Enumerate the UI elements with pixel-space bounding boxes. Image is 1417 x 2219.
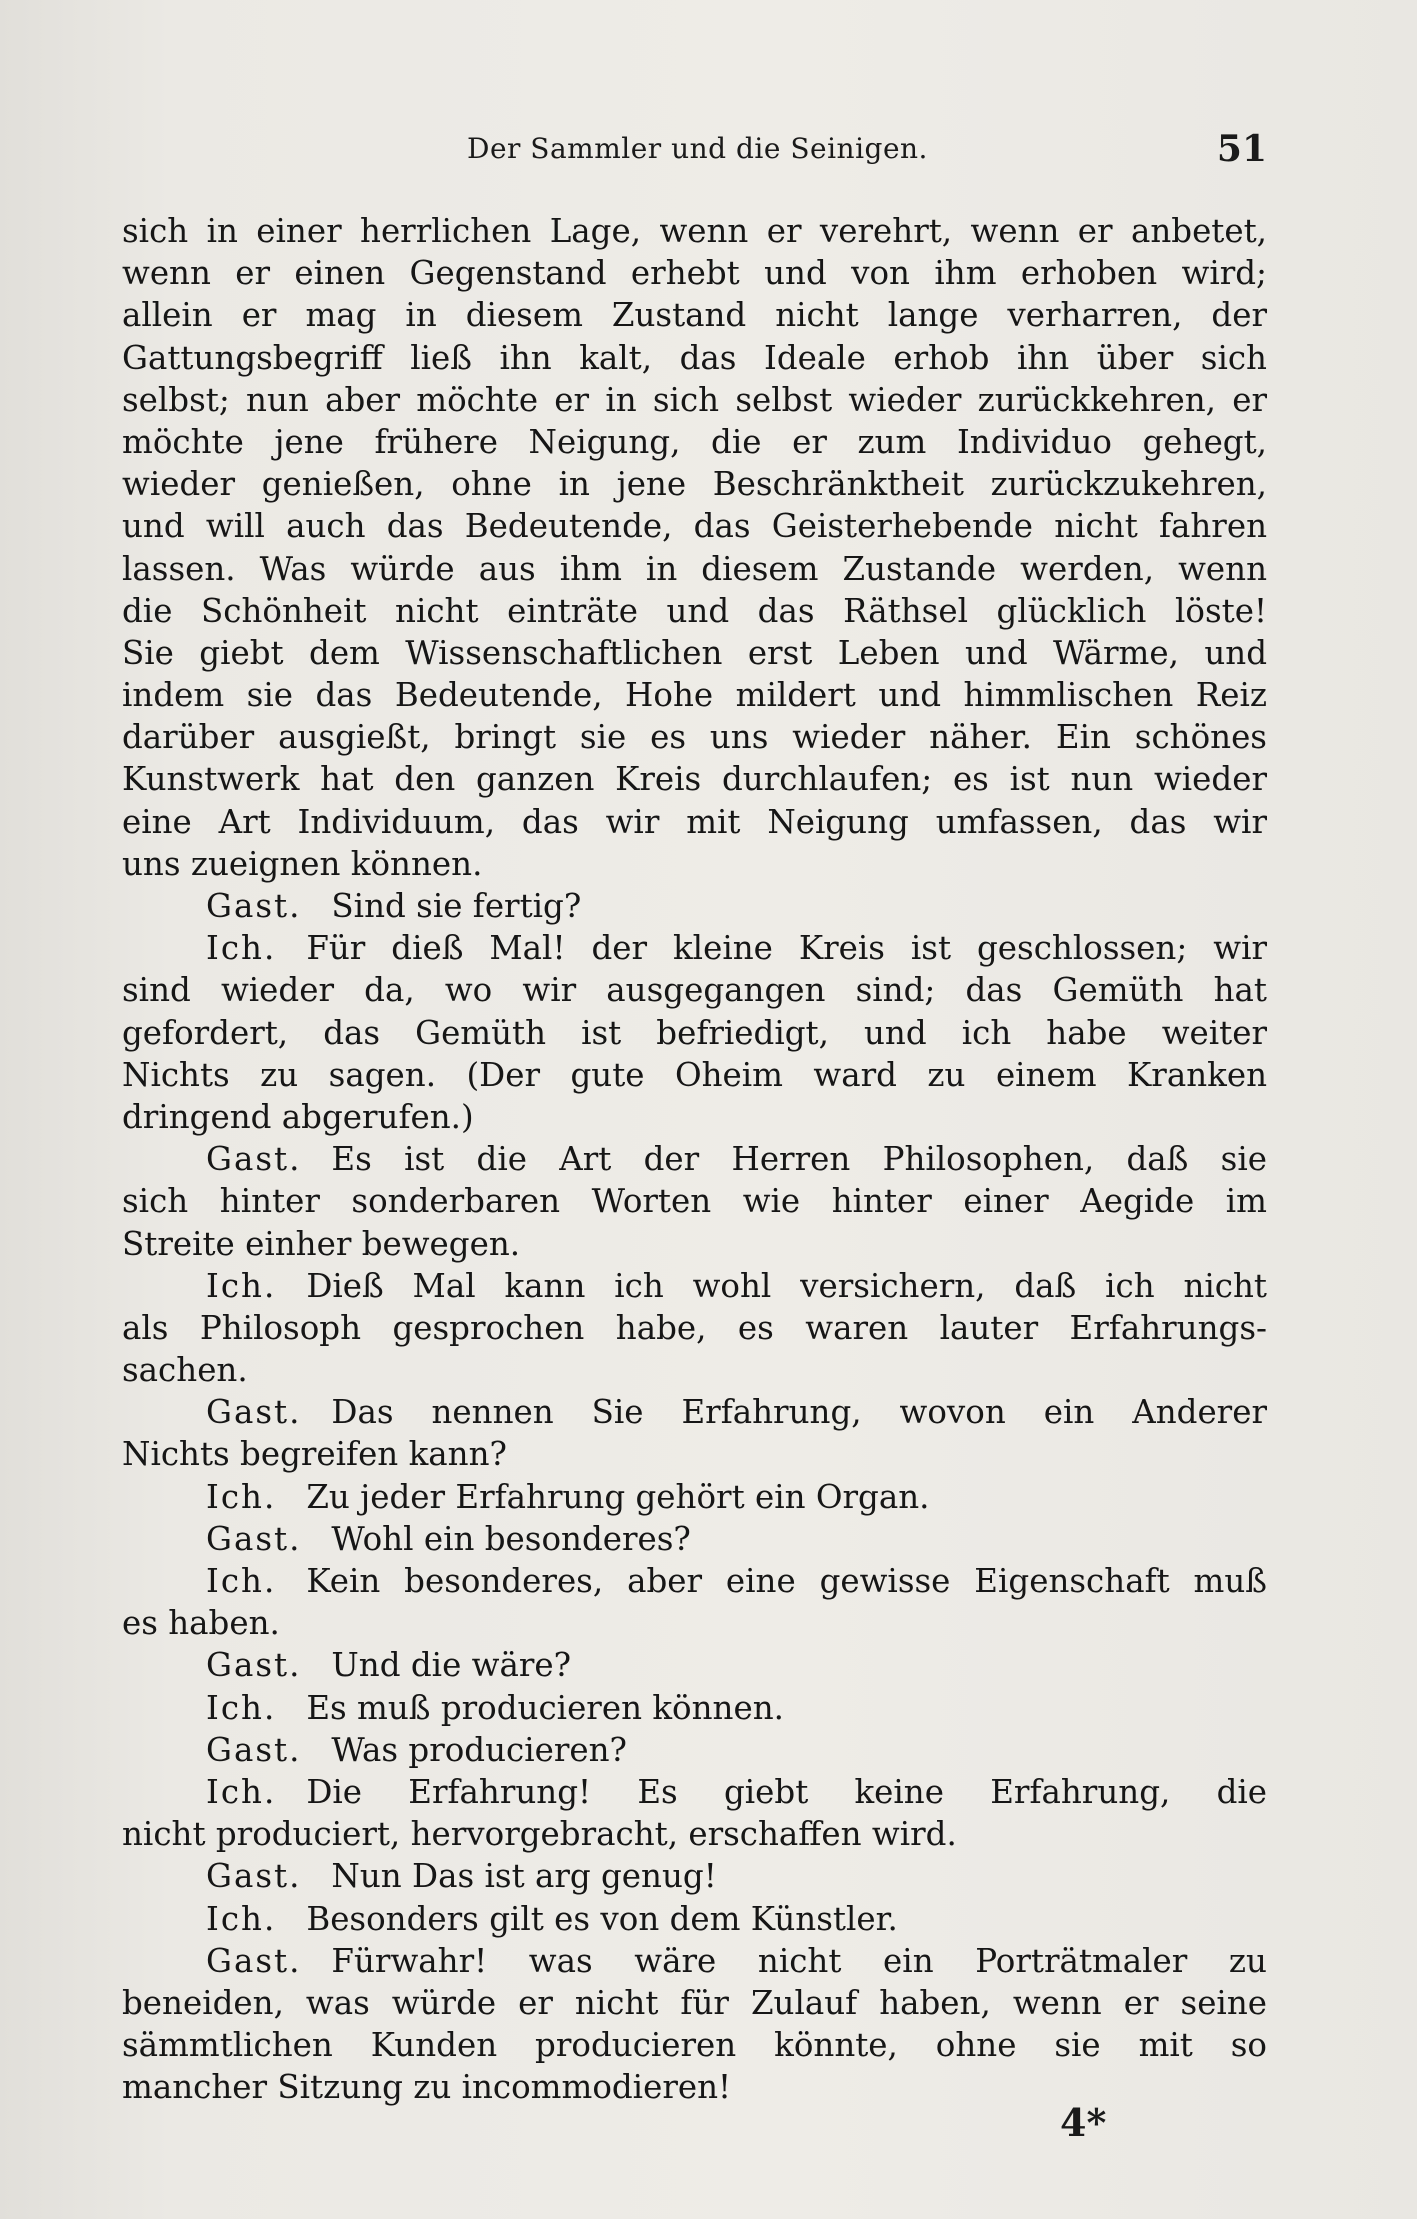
- speaker-label: Gast.: [206, 1646, 302, 1685]
- line-text: nicht produciert, hervorgebracht, erschaffen wird.: [122, 1815, 957, 1854]
- text-line: [122, 885, 1267, 927]
- line-text: darüber ausgießt, bringt sie es uns wieder näher. Ein schönes: [122, 718, 1267, 757]
- line-text: Nichts begreifen kann?: [122, 1435, 507, 1474]
- text-line: [122, 1307, 1267, 1349]
- text-line: [122, 674, 1267, 716]
- speaker-label: Ich.: [206, 929, 277, 968]
- speaker-label: Gast.: [206, 1857, 302, 1896]
- line-text: es haben.: [122, 1604, 280, 1643]
- text-line: [122, 379, 1267, 421]
- line-text: wieder genießen, ohne in jene Beschränktheit zurückzukehren,: [122, 465, 1267, 504]
- page-number: 51: [1216, 128, 1267, 170]
- line-text: Und die wäre?: [331, 1646, 572, 1685]
- text-line: [122, 590, 1267, 632]
- text-line: [122, 843, 1267, 885]
- line-text: und will auch das Bedeutende, das Geisterhebende nicht fahren: [122, 507, 1267, 546]
- line-text: Sind sie fertig?: [331, 887, 582, 925]
- line-text: Was producieren?: [331, 1730, 627, 1769]
- text-line: [122, 252, 1267, 294]
- text-line: [122, 1349, 1267, 1391]
- text-line: [122, 1560, 1267, 1602]
- text-line: [122, 1223, 1267, 1265]
- line-text: als Philosoph gesprochen habe, es waren lauter Erfahrungs-: [122, 1308, 1267, 1347]
- line-text: sich in einer herrlichen Lage, wenn er verehrt, wenn er anbetet,: [122, 212, 1267, 250]
- text-line: [122, 927, 1267, 969]
- line-text: Fürwahr! was wäre nicht ein Porträtmaler zu: [331, 1941, 1267, 1980]
- line-text: Wohl ein besonderes?: [331, 1519, 691, 1558]
- line-text: Kunstwerk hat den ganzen Kreis durchlaufen; es ist nun wieder: [122, 760, 1267, 799]
- line-text: Für dieß Mal! der kleine Kreis ist geschlossen; wir: [306, 929, 1267, 968]
- text-line: [122, 337, 1267, 379]
- speaker-label: Gast.: [206, 887, 302, 925]
- text-line: [122, 758, 1267, 800]
- line-text: Besonders gilt es von dem Künstler.: [306, 1899, 898, 1938]
- text-line: [122, 1813, 1267, 1855]
- line-text: Dieß Mal kann ich wohl versichern, daß ich nicht: [306, 1266, 1267, 1305]
- speaker-label: Ich.: [206, 1899, 277, 1938]
- text-line: [122, 969, 1267, 1011]
- line-text: lassen. Was würde aus ihm in diesem Zustande werden, wenn: [122, 549, 1267, 588]
- line-text: Es muß producieren können.: [306, 1688, 784, 1727]
- text-line: [122, 421, 1267, 463]
- line-text: sämmtlichen Kunden producieren könnte, ohne sie mit so: [122, 2026, 1267, 2065]
- speaker-label: Gast.: [206, 1519, 302, 1558]
- speaker-label: Gast.: [206, 1393, 302, 1432]
- line-text: Gattungsbegriff ließ ihn kalt, das Ideale erhob ihn über sich: [122, 338, 1267, 377]
- speaker-label: Gast.: [206, 1941, 302, 1980]
- line-text: Sie giebt dem Wissenschaftlichen erst Leben und Wärme, und: [122, 633, 1267, 672]
- line-text: möchte jene frühere Neigung, die er zum Individuo gehegt,: [122, 422, 1267, 461]
- speaker-label: Ich.: [206, 1266, 277, 1305]
- text-line: [122, 1476, 1267, 1518]
- signature-mark: 4*: [1060, 2100, 1107, 2145]
- text-line: [122, 1180, 1267, 1222]
- text-line: [122, 1644, 1267, 1686]
- line-text: uns zueignen können.: [122, 844, 483, 883]
- text-line: [122, 716, 1267, 758]
- text-line: [122, 294, 1267, 336]
- speaker-label: Ich.: [206, 1772, 277, 1811]
- text-line: [122, 1138, 1267, 1180]
- line-text: indem sie das Bedeutende, Hohe mildert und himmlischen Reiz: [122, 676, 1267, 715]
- text-line: [122, 1771, 1267, 1813]
- text-line: [122, 1602, 1267, 1644]
- line-text: die Schönheit nicht einträte und das Räthsel glücklich löste!: [122, 591, 1267, 630]
- text-line: [122, 548, 1267, 590]
- line-text: Zu jeder Erfahrung gehört ein Organ.: [306, 1477, 930, 1516]
- speaker-label: Ich.: [206, 1688, 277, 1727]
- text-line: [122, 1518, 1267, 1560]
- line-text: Streite einher bewegen.: [122, 1224, 521, 1263]
- line-text: selbst; nun aber möchte er in sich selbst wieder zurückkehren, er: [122, 380, 1267, 419]
- line-text: allein er mag in diesem Zustand nicht lange verharren, der: [122, 296, 1267, 335]
- line-text: sind wieder da, wo wir ausgegangen sind; das Gemüth hat: [122, 971, 1267, 1010]
- text-line: [122, 1391, 1267, 1433]
- text-line: [122, 1687, 1267, 1729]
- text-line: [122, 505, 1267, 547]
- line-text: Nun Das ist arg genug!: [331, 1857, 717, 1896]
- text-line: [122, 801, 1267, 843]
- line-text: Das nennen Sie Erfahrung, wovon ein Anderer: [331, 1393, 1267, 1432]
- text-line: [122, 2024, 1267, 2066]
- text-line: [122, 1982, 1267, 2024]
- text-line: [122, 1729, 1267, 1771]
- text-line: [122, 1898, 1267, 1940]
- text-line: [122, 1265, 1267, 1307]
- text-line: [122, 1433, 1267, 1475]
- line-text: dringend abgerufen.): [122, 1097, 474, 1136]
- line-text: sich hinter sonderbaren Worten wie hinter einer Aegide im: [122, 1182, 1267, 1221]
- running-title: Der Sammler und die Seinigen.: [467, 132, 928, 165]
- line-text: eine Art Individuum, das wir mit Neigung umfassen, das wir: [122, 802, 1267, 841]
- line-text: sachen.: [122, 1351, 248, 1390]
- line-text: gefordert, das Gemüth ist befriedigt, und ich habe weiter: [122, 1013, 1267, 1052]
- line-text: Die Erfahrung! Es giebt keine Erfahrung, die: [306, 1772, 1267, 1811]
- speaker-label: Gast.: [206, 1730, 302, 1769]
- line-text: Nichts zu sagen. (Der gute Oheim ward zu einem Kranken: [122, 1055, 1267, 1094]
- text-line: [122, 1940, 1267, 1982]
- speaker-label: Ich.: [206, 1477, 277, 1516]
- text-line: [122, 1096, 1267, 1138]
- text-line: [122, 1012, 1267, 1054]
- line-text: beneiden, was würde er nicht für Zulauf haben, wenn er seine: [122, 1983, 1267, 2022]
- text-line: [122, 1855, 1267, 1897]
- body-text: [122, 210, 1267, 2108]
- running-head: [122, 128, 1267, 178]
- text-line: [122, 1054, 1267, 1096]
- speaker-label: Ich.: [206, 1562, 277, 1600]
- line-text: Kein besonderes, aber eine gewisse Eigenschaft muß: [306, 1562, 1267, 1600]
- line-text: mancher Sitzung zu incommodieren!: [122, 2068, 732, 2107]
- speaker-label: Gast.: [206, 1140, 302, 1179]
- line-text: wenn er einen Gegenstand erhebt und von ihm erhoben wird;: [122, 254, 1267, 293]
- text-line: [122, 632, 1267, 674]
- text-line: [122, 463, 1267, 505]
- line-text: Es ist die Art der Herren Philosophen, daß sie: [331, 1140, 1267, 1179]
- text-line: [122, 210, 1267, 252]
